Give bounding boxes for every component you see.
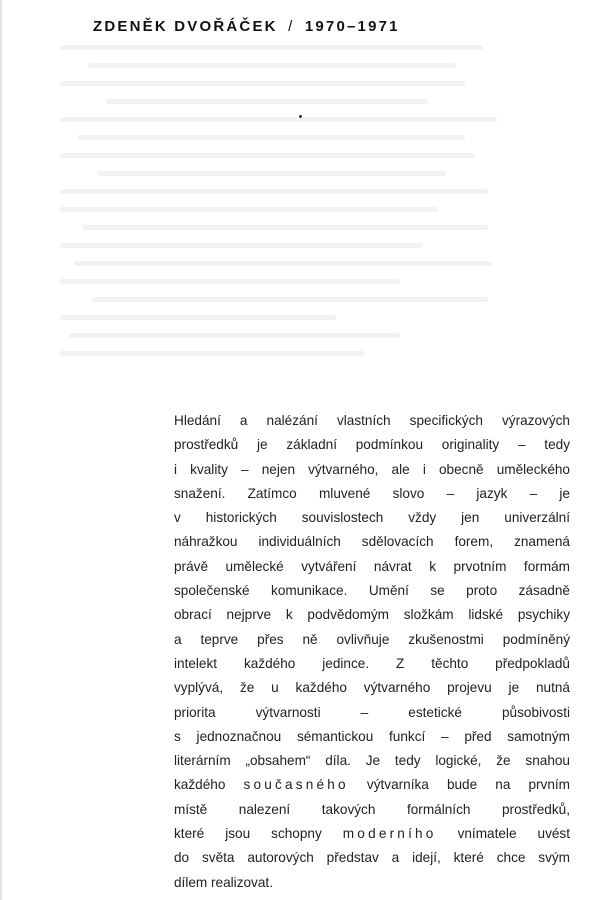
text-line: v historických souvislostech vždy jen univerzální [174,510,570,526]
body-paragraph [174,409,570,895]
text-line: s jednoznačnou sémantickou funkcí – před samotným [174,728,570,744]
text-line: právě umělecké vytváření návrat k prvotním formám [174,558,570,574]
page-edge-shadow [0,0,3,900]
header-years: 1970–1971 [304,18,400,35]
text-line: místě nalezení takových formálních prostředků, [174,801,570,817]
text-line [174,822,570,846]
text-line: Hledání a nalézání vlastních specifických výrazových [174,413,570,428]
text-fragment: které jsou schopny [174,826,322,842]
text-line: intelekt každého jedince. Z těchto předpokladů [174,655,570,671]
text-line: priorita výtvarnosti – estetické působivosti [174,704,570,720]
text-line: literárním „obsahem“ díla. Je tedy logické, že snahou [174,753,570,769]
show-through-text [60,45,520,395]
text-line: obrací nejprve k podvědomým složkám lidské psychiky [174,607,570,623]
page-header [93,18,400,35]
text-line: náhražkou individuálních sdělovacích forem, znamená [174,534,570,550]
text-line: prostředků je základní podmínkou originality – tedy [174,437,570,453]
text-fragment: každého [174,777,226,793]
text-line: vyplývá, že u každého výtvarného projevu je nutná [174,680,570,696]
text-line: dílem realizovat. [174,874,273,890]
header-separator: / [288,18,295,35]
text-line: i kvality – nejen výtvarného, ale i obecně uměleckého [174,461,570,477]
text-line: a teprve přes ně ovlivňuje zkušenostmi podmíněný [174,631,570,647]
author-name: ZDENĚK DVOŘÁČEK [93,18,278,35]
text-line: společenské komunikace. Umění se proto zásadně [174,583,570,599]
spaced-word: současného [243,777,349,793]
spaced-word: moderního [342,826,437,842]
speck-mark [299,115,302,118]
text-fragment: výtvarníka bude na prvním [366,777,571,793]
text-line: do světa autorových představ a idejí, které chce svým [174,850,570,866]
text-line: snažení. Zatímco mluvené slovo – jazyk – je [174,485,570,501]
text-fragment: vnímatele uvést [457,826,570,842]
text-line [174,773,570,797]
